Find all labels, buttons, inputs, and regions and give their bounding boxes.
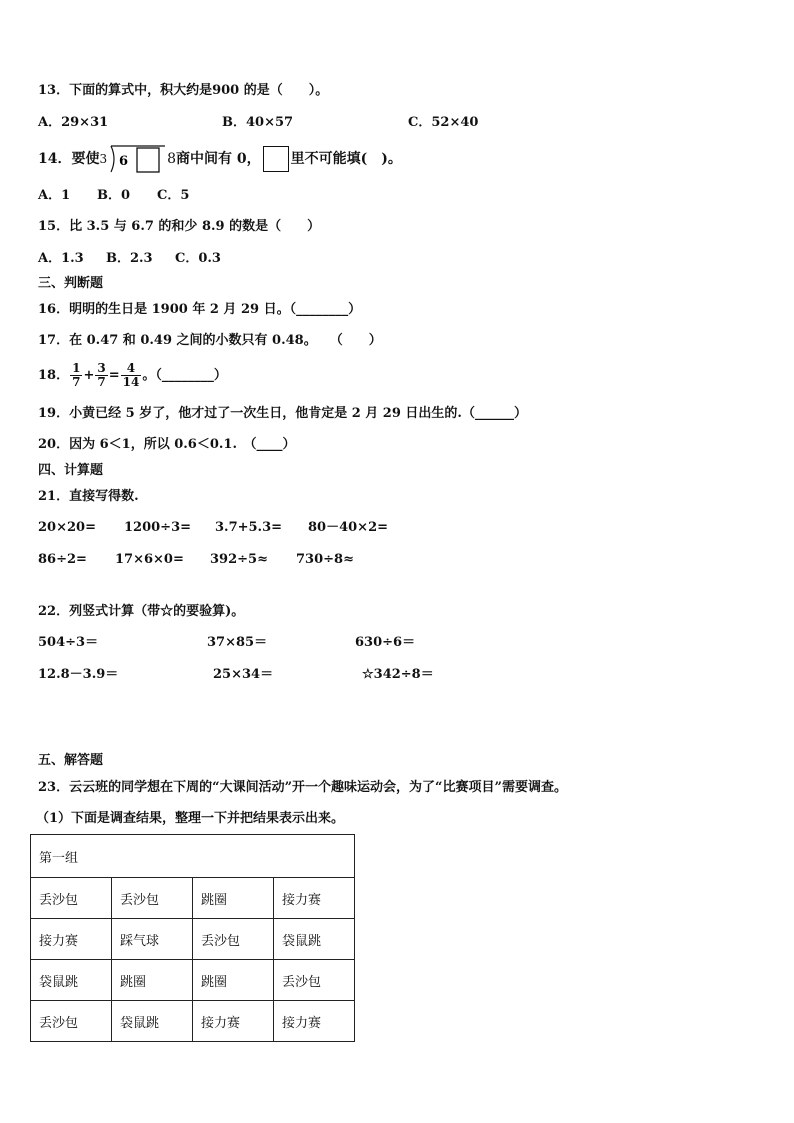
table-row bbox=[31, 835, 355, 878]
q14-dividend-right: 8 bbox=[167, 151, 177, 167]
section-3-heading: 三、判断题 bbox=[38, 276, 104, 291]
q19-stem: 19．小黄已经 5 岁了，他才过了一次生日，他肯定是 2 月 29 日出生的.（______） bbox=[38, 406, 527, 421]
section-4-heading: 四、计算题 bbox=[38, 463, 104, 478]
q14-dividend-left: 6 bbox=[119, 154, 129, 169]
q21-item: 17×6×0= bbox=[115, 552, 184, 567]
plus-sign: + bbox=[83, 368, 95, 383]
fraction-numerator: 3 bbox=[97, 361, 106, 375]
q22-item: 630÷6＝ bbox=[355, 635, 416, 650]
q22-stem: 22．列竖式计算（带☆的要验算)。 bbox=[38, 604, 245, 619]
q21-item: 392÷5≈ bbox=[210, 552, 268, 567]
q16-stem: 16．明明的生日是 1900 年 2 月 29 日。（________） bbox=[38, 302, 362, 317]
table-cell: 丢沙包 bbox=[274, 960, 355, 1001]
q21-item: 730÷8≈ bbox=[296, 552, 354, 567]
q13-option-b: B．40×57 bbox=[222, 115, 294, 130]
fraction-numerator: 4 bbox=[121, 362, 142, 376]
section-5-heading: 五、解答题 bbox=[38, 753, 104, 768]
q22-item: 37×85＝ bbox=[207, 635, 268, 650]
fraction-4-14 bbox=[121, 362, 142, 389]
table-cell: 接力赛 bbox=[31, 919, 112, 960]
table-row bbox=[31, 1001, 355, 1042]
q14-divisor: 3 bbox=[99, 152, 108, 166]
q14-option-c: C．5 bbox=[157, 188, 190, 203]
q14-middle: 商中间有 0， bbox=[176, 151, 261, 167]
survey-table bbox=[30, 834, 355, 1042]
fraction-denominator: 14 bbox=[122, 375, 140, 389]
table-cell: 丢沙包 bbox=[193, 919, 274, 960]
table-cell: 丢沙包 bbox=[112, 878, 193, 919]
q14-prefix: 14．要使 bbox=[38, 151, 100, 167]
q14-blank-box bbox=[263, 146, 289, 172]
q13-option-c: C．52×40 bbox=[408, 115, 479, 130]
q14-stem bbox=[38, 144, 402, 174]
q14-long-division bbox=[99, 144, 167, 174]
table-cell: 跳圈 bbox=[112, 960, 193, 1001]
table-cell: 踩气球 bbox=[112, 919, 193, 960]
fraction-denominator: 7 bbox=[72, 375, 81, 389]
fraction-numerator: 1 bbox=[72, 361, 81, 375]
table-cell: 袋鼠跳 bbox=[274, 919, 355, 960]
q21-item: 20×20= bbox=[38, 520, 96, 535]
division-bracket-icon bbox=[107, 144, 167, 174]
table-row bbox=[31, 919, 355, 960]
table-cell: 袋鼠跳 bbox=[31, 960, 112, 1001]
q21-item: 86÷2= bbox=[38, 552, 87, 567]
q22-item: 504÷3＝ bbox=[38, 635, 99, 650]
q18-stem bbox=[38, 358, 227, 394]
table-cell: 接力赛 bbox=[274, 878, 355, 919]
table-cell: 丢沙包 bbox=[31, 878, 112, 919]
table-row bbox=[31, 878, 355, 919]
q22-item: 25×34＝ bbox=[213, 667, 274, 682]
q18-label: 18． bbox=[38, 368, 70, 383]
equals-sign: = bbox=[108, 368, 120, 383]
q22-item: 12.8－3.9＝ bbox=[38, 667, 119, 682]
q14-suffix: 里不可能填( )。 bbox=[290, 151, 402, 167]
table-cell: 袋鼠跳 bbox=[112, 1001, 193, 1042]
fraction-3-7 bbox=[95, 362, 107, 389]
q21-item: 1200÷3= bbox=[124, 520, 192, 535]
table-row bbox=[31, 960, 355, 1001]
q21-item: 3.7+5.3= bbox=[215, 520, 283, 535]
table-cell: 接力赛 bbox=[193, 1001, 274, 1042]
q15-option-b: B．2.3 bbox=[106, 251, 153, 266]
q18-tail: 。（________） bbox=[142, 368, 227, 383]
q15-stem: 15．比 3.5 与 6.7 的和少 8.9 的数是（ ） bbox=[38, 219, 321, 234]
q17-stem: 17．在 0.47 和 0.49 之间的小数只有 0.48。 （ ） bbox=[38, 333, 382, 348]
table-cell: 丢沙包 bbox=[31, 1001, 112, 1042]
q14-option-a: A．1 bbox=[38, 188, 71, 203]
q23-sub1: （1）下面是调查结果，整理一下并把结果表示出来。 bbox=[36, 811, 345, 826]
fraction-1-7 bbox=[70, 362, 82, 389]
table-cell: 跳圈 bbox=[193, 960, 274, 1001]
q13-stem: 13．下面的算式中，积大约是900 的是（ ）。 bbox=[38, 83, 329, 98]
q13-option-a: A．29×31 bbox=[38, 115, 109, 130]
q23-stem: 23．云云班的同学想在下周的“大课间活动”开一个趣味运动会，为了“比赛项目”需要调查。 bbox=[38, 780, 568, 795]
table-cell: 接力赛 bbox=[274, 1001, 355, 1042]
table-title: 第一组 bbox=[31, 835, 355, 878]
q15-option-a: A．1.3 bbox=[38, 251, 84, 266]
q21-item: 80－40×2= bbox=[308, 520, 389, 535]
fraction-denominator: 7 bbox=[97, 375, 106, 389]
q20-stem: 20．因为 6＜1，所以 0.6＜0.1. （____） bbox=[38, 437, 296, 452]
q22-item: ☆342÷8＝ bbox=[362, 667, 434, 682]
q14-option-b: B．0 bbox=[97, 188, 131, 203]
q15-option-c: C．0.3 bbox=[175, 251, 221, 266]
q21-stem: 21．直接写得数. bbox=[38, 489, 139, 504]
table-cell: 跳圈 bbox=[193, 878, 274, 919]
